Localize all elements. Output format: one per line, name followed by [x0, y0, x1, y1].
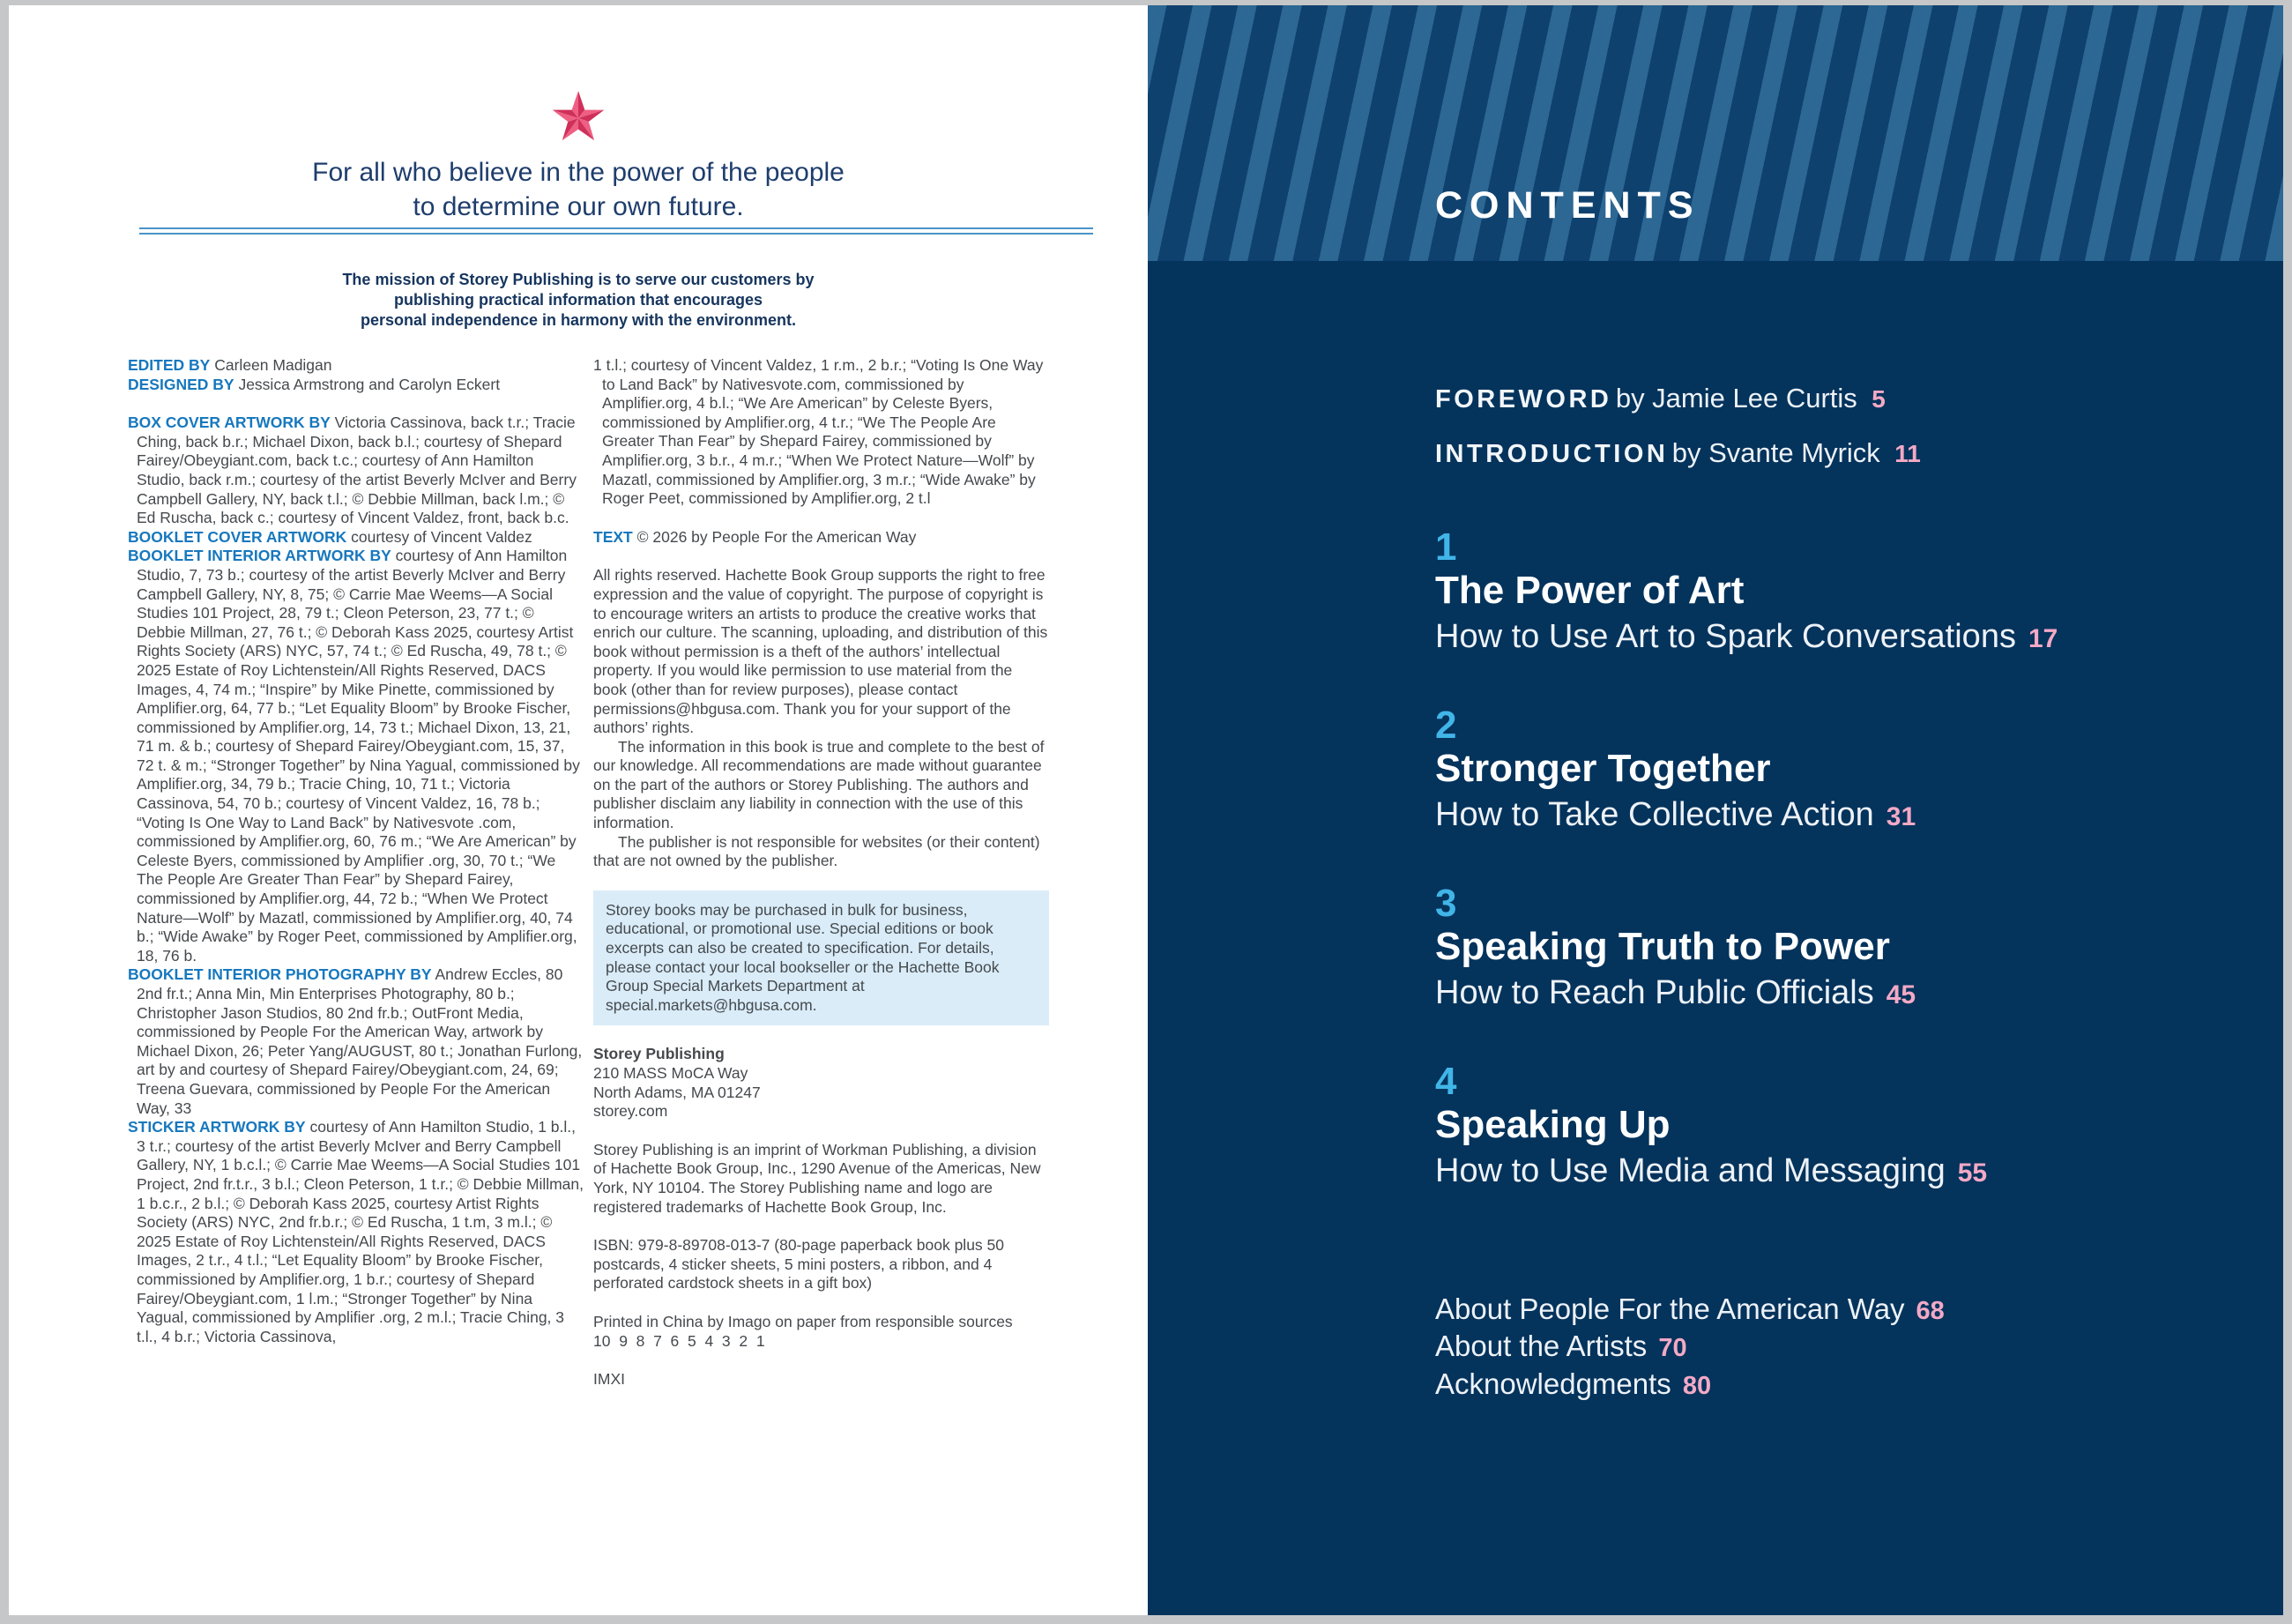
diagonal-stripes-banner — [1148, 5, 2283, 261]
foreword-page-number: 5 — [1872, 385, 1886, 413]
copyright-page — [9, 5, 1148, 1615]
printed-line: Printed in China by Imago on paper from responsible sources — [593, 1312, 1013, 1330]
chapter-subtitle: How to Use Media and Messaging — [1435, 1152, 1946, 1189]
back-matter-page-number: 70 — [1658, 1334, 1687, 1362]
chapter-subtitle-row — [1435, 614, 2058, 662]
credit-text: Jessica Armstrong and Carolyn Eckert — [238, 375, 501, 393]
chapter-number: 3 — [1435, 882, 1457, 925]
toc-chapter-4 — [1435, 1062, 1987, 1196]
credit-label: STICKER ARTWORK BY — [128, 1118, 306, 1136]
credit-label: BOOKLET COVER ARTWORK — [128, 527, 347, 546]
mission-line: personal independence in harmony with the environment. — [360, 311, 797, 329]
star-icon — [548, 88, 608, 146]
imprint-paragraph: Storey Publishing is an imprint of Workman Publishing, a division of Hachette Book Group, Inc., 1290 Avenue of the Americas, New York, NY 10104. The Storey Publishing name and logo are registered trademarks of Hachette Book Group, Inc. — [593, 1140, 1041, 1216]
contents-heading: CONTENTS — [1435, 184, 1700, 227]
back-matter-page-number: 80 — [1682, 1372, 1712, 1400]
credit-paragraph — [128, 965, 584, 1118]
back-matter-title: About the Artists — [1435, 1330, 1648, 1362]
chapter-subtitle: How to Take Collective Action — [1435, 796, 1874, 833]
chapter-subtitle-row — [1435, 970, 1916, 1018]
toc-chapter-2 — [1435, 705, 1916, 840]
back-matter-title: About People For the American Way — [1435, 1292, 1905, 1325]
toc-acknowledgments — [1435, 1367, 1711, 1401]
mission-line: The mission of Storey Publishing is to serve our customers by — [342, 271, 815, 288]
dedication-line2: to determine our own future. — [413, 192, 744, 221]
bulk-purchase-notice — [593, 890, 1049, 1026]
publisher-address-1: 210 MASS MoCA Way — [593, 1064, 748, 1082]
credit-paragraph — [128, 1118, 584, 1346]
toc-chapter-1 — [1435, 527, 2058, 662]
credit-continuation: 1 t.l.; courtesy of Vincent Valdez, 1 r.m., 2 b.r.; “Voting Is One Way to Land Back” by Nativesvote.com, commissioned by Amplifier.org, 4 b.l.; “We Are American” by Celeste Byers, commissioned by Amplifier.org, 4 t.r.; “We The People Are Greater Than Fear” by Shepard Fairey, commissioned by Amplifier.org, 3 b.r., 4 m.r.; “When We Protect Nature—Wolf” by Mazatl, commissioned by Amplifier.org, 3 m.r.; “Wide Awake” by Roger Peet, commissioned by Amplifier.org, 2 t.l — [593, 356, 1044, 508]
text-copyright — [593, 528, 1049, 548]
chapter-title: The Power of Art — [1435, 569, 1745, 612]
credit-text: © 2026 by People For the American Way — [636, 527, 917, 546]
isbn-paragraph: ISBN: 979-8-89708-013-7 (80-page paperback book plus 50 postcards, 4 sticker sheets, 5 mini posters, a ribbon, and 4 perforated cardstock sheets in a gift box) — [593, 1236, 1005, 1292]
legal-paragraph: The publisher is not responsible for websites (or their content) that are not owned by the publisher. — [593, 832, 1040, 870]
chapter-page-number: 55 — [1957, 1158, 1988, 1188]
mission-statement — [9, 270, 1148, 331]
credit-label: DESIGNED BY — [128, 375, 234, 393]
printer-code: IMXI — [593, 1370, 625, 1389]
toc-introduction — [1435, 437, 1921, 469]
chapter-number: 1 — [1435, 525, 1457, 569]
credit-paragraph — [128, 413, 584, 528]
toc-chapter-3 — [1435, 883, 1916, 1018]
foreword-byline: by Jamie Lee Curtis — [1615, 383, 1857, 413]
publisher-name: Storey Publishing — [593, 1045, 725, 1063]
credit-paragraph — [128, 356, 584, 376]
introduction-label: INTRODUCTION — [1435, 440, 1669, 468]
publisher-website: storey.com — [593, 1102, 668, 1121]
credit-label: TEXT — [593, 527, 633, 546]
double-rule-divider — [139, 227, 1093, 235]
dedication-line1: For all who believe in the power of the people — [312, 158, 845, 187]
toc-about-pfaw — [1435, 1292, 1945, 1326]
chapter-subtitle: How to Use Art to Spark Conversations — [1435, 618, 2016, 655]
chapter-title: Speaking Truth to Power — [1435, 925, 1890, 968]
credit-text: courtesy of Ann Hamilton Studio, 7, 73 b.; courtesy of the artist Beverly McIver and Berry Campbell Gallery, NY, 8, 75; © Carrie Mae Weems—A Social Studies 101 Project, 28, 79 t.; Cleon Peterson, 23, 77 t.; © Debbie Millman, 27, 76 t.; © Deborah Kass 2025, courtesy Artist Rights Society (ARS) NYC, 57, 74 t.; © Ed Ruscha, 49, 78 t.; © 2025 Estate of Roy Lichtenstein/All Rights Reserved, DACS Images, 4, 74 m.; “Inspire” by Mike Pinette, commissioned by Amplifier.org, 64, 77 b.; “Let Equality Bloom” by Brooke Fischer, commissioned by Amplifier.org, 14, 73 t.; Michael Dixon, 13, 21, 71 m. & b.; courtesy of Shepard Fairey/Obeygiant.com, 15, 37, 72 t. & m.; “Stronger Together” by Nina Yagual, commissioned by Amplifier.org, 34, 79 b.; Tracie Ching, 10, 71 t.; Victoria Cassinova, 54, 70 b.; courtesy of Vincent Valdez, 16, 78 b.; “Voting Is One Way to Land Back” by Nativesvote .com, commissioned by Amplifier.org, 60, 76 m.; “We Are American” by Celeste Byers, commissioned by Amplifier .org, 30, 70 t.; “We The People Are Greater Than Fear” by Shepard Fairey, commissioned by Amplifier.org, 44, 72 b.; “When We Protect Nature—Wolf” by Mazatl, commissioned by Amplifier.org, 40, 74 b.; “Wide Awake” by Roger Peet, commissioned by Amplifier.org, 18, 76 b. — [137, 547, 580, 965]
credit-text: Andrew Eccles, 80 2nd fr.t.; Anna Min, Min Enterprises Photography, 80 b.; Christopher Jason Studios, 80 2nd fr.b.; OutFront Media, commissioned by People For the American Way, artwork by Michael Dixon, 26; Peter Yang/AUGUST, 80 t.; Jonathan Furlong, art by and courtesy of Shepard Fairey/Obeygiant.com, 24, 69; Treena Guevara, commissioned by People For the American Way, 33 — [137, 965, 583, 1117]
publisher-address-2: North Adams, MA 01247 — [593, 1083, 761, 1101]
credit-paragraph — [128, 547, 584, 965]
credits-column-1 — [128, 356, 584, 1346]
back-matter-title: Acknowledgments — [1435, 1367, 1671, 1400]
contents-page — [1148, 5, 2283, 1615]
credit-text: courtesy of Ann Hamilton Studio, 1 b.l., 3 t.r.; courtesy of the artist Beverly McIver and Berry Campbell Gallery, NY, 1 b.c.l.; © Carrie Mae Weems—A Social Studies 101 Project, 2nd fr.t.r., 3 b.l.; Cleon Peterson, 1 t.r.; © Debbie Millman, 1 b.c.r., 2 b.l.; © Deborah Kass 2025, courtesy Artist Rights Society (ARS) NYC, 2nd fr.b.r.; © Ed Ruscha, 1 t.m, 3 m.l.; © 2025 Estate of Roy Lichtenstein/All Rights Reserved, DACS Images, 2 t.r., 4 t.l.; “Let Equality Bloom” by Brooke Fischer, commissioned by Amplifier.org, 1 b.r.; courtesy of Shepard Fairey/Obeygiant.com, 1 l.m.; “Stronger Together” by Nina Yagual, commissioned by Amplifier .org, 2 m.l.; Tracie Ching, 3 t.l., 4 b.r.; Victoria Cassinova, — [137, 1118, 584, 1345]
credit-label: EDITED BY — [128, 356, 211, 374]
chapter-page-number: 17 — [2028, 624, 2058, 653]
credit-paragraph — [128, 528, 584, 548]
chapter-title: Speaking Up — [1435, 1103, 1671, 1146]
back-matter-page-number: 68 — [1916, 1297, 1945, 1325]
chapter-subtitle-row — [1435, 792, 1916, 840]
bulk-purchase-text: Storey books may be purchased in bulk for business, educational, or promotional use. Special editions or book excerpts can also be created to specification. For details, please contact your local bookseller or the Hachette Book Group Special Markets Department at special.markets@hbgusa.com. — [606, 900, 1000, 1014]
chapter-page-number: 45 — [1886, 980, 1916, 1009]
chapter-number: 2 — [1435, 704, 1457, 747]
dedication — [9, 155, 1148, 224]
legal-paragraph: The information in this book is true and complete to the best of our knowledge. All recommendations are made without guarantee on the part of the authors or Storey Publishing. The authors and publisher disclaim any liability in connection with the use of this information. — [593, 737, 1045, 832]
credit-text: courtesy of Vincent Valdez — [351, 527, 532, 546]
chapter-number: 4 — [1435, 1060, 1457, 1103]
chapter-page-number: 31 — [1886, 802, 1916, 831]
credit-paragraph — [128, 376, 584, 395]
foreword-label: FOREWORD — [1435, 385, 1612, 413]
chapter-subtitle-row — [1435, 1148, 1987, 1196]
introduction-page-number: 11 — [1894, 440, 1921, 467]
credit-label: BOX COVER ARTWORK BY — [128, 413, 331, 432]
credit-label: BOOKLET INTERIOR PHOTOGRAPHY BY — [128, 965, 432, 984]
legal-paragraph: All rights reserved. Hachette Book Group supports the right to free expression and the value of copyright. The purpose of copyright is to encourage writers an artists to produce the creative works that enrich our culture. The scanning, uploading, and distribution of this book without permission is a theft of the authors’ intellectual property. If you would like permission to use material from the book (other than for review purposes), please contact permissions@hbgusa.com. Thank you for your support of the authors’ rights. — [593, 566, 1048, 737]
mission-line: publishing practical information that encourages — [393, 291, 763, 309]
introduction-byline: by Svante Myrick — [1671, 437, 1880, 468]
credit-text: Victoria Cassinova, back t.r.; Tracie Ching, back b.r.; Michael Dixon, back b.l.; courtesy of Shepard Fairey/Obeygiant.com, back t.c.; courtesy of Ann Hamilton Studio, back r.m.; courtesy of the artist Beverly McIver and Berry Campbell Gallery, NY, back t.l.; © Debbie Millman, back l.m.; © Ed Ruscha, back c.; courtesy of Vincent Valdez, front, back b.c. — [137, 413, 577, 527]
credit-label: BOOKLET INTERIOR ARTWORK BY — [128, 547, 391, 565]
chapter-subtitle: How to Reach Public Officials — [1435, 974, 1874, 1011]
credits-column-2 — [593, 356, 1049, 1389]
chapter-title: Stronger Together — [1435, 747, 1771, 790]
toc-foreword — [1435, 383, 1886, 414]
toc-about-artists — [1435, 1330, 1687, 1363]
print-run-numbers: 10 9 8 7 6 5 4 3 2 1 — [593, 1331, 765, 1350]
credit-text: Carleen Madigan — [214, 356, 332, 374]
